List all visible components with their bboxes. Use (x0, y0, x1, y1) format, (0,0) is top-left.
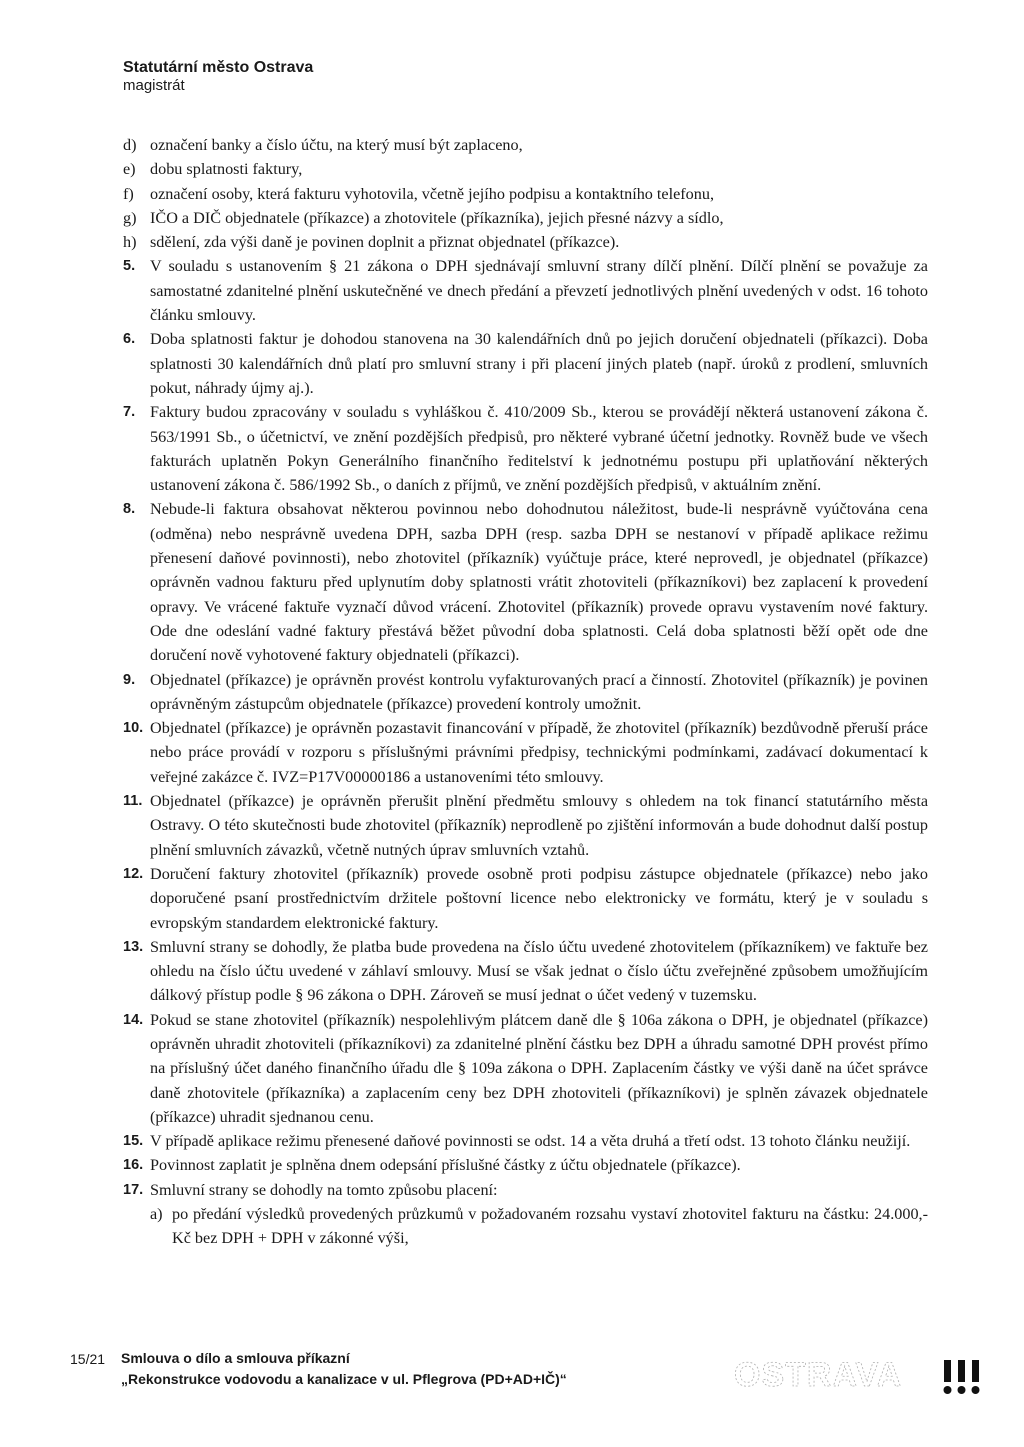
ostrava-logo (730, 1354, 992, 1400)
clause-text: Povinnost zaplatit je splněna dnem odepsání příslušné částky z účtu objednatele (příkazce). (150, 1156, 741, 1175)
sub-item-text: označení osoby, která fakturu vyhotovila, včetně jejího podpisu a kontaktního telefonu, (150, 184, 715, 203)
clause-14 (123, 1008, 928, 1129)
clause-text: Faktury budou zpracovány v souladu s vyhláškou č. 410/2009 Sb., kterou se provádějí některá ustanovení zákona č. 563/1991 Sb., o účetnictví, ve znění pozdějších předpisů, pro některé vybrané účetní jednotky. Rovněž bude ve všech fakturách uplatněn Pokyn Generálního finančního ředitelství k jednotnému postupu při uplatňování některých ustanovení zákona č. 586/1992 Sb., o daních z příjmů, ve znění pozdějších předpisů, v aktuálním znění. (150, 403, 928, 495)
sub-item-e (123, 157, 928, 181)
clause-number: 5. (123, 258, 136, 275)
clause-11 (123, 789, 928, 862)
clause-text: Objednatel (příkazce) je oprávněn provést kontrolu vyfakturovaných prací a činností. Zhotovitel (příkazník) je povinen oprávněným zástupcům objednatele (příkazce) provedení kontroly umožnit. (150, 670, 928, 713)
clause-text: Doručení faktury zhotovitel (příkazník) provede osobně proti podpisu zástupce objednatele (příkazce) nebo jako doporučené psaní prostřednictvím držitele poštovní licence nebo elektronicky ve formátu, který je v souladu s evropským standardem elektronické faktury. (150, 864, 928, 932)
clause-number: 8. (123, 501, 136, 518)
sub-item-g (123, 206, 928, 230)
clause-5 (123, 254, 928, 327)
sub-item-letter: a) (150, 1205, 163, 1224)
clause-text: Smluvní strany se dohodly na tomto způsobu placení: (150, 1180, 498, 1199)
clause-number: 7. (123, 404, 136, 421)
clause-10 (123, 716, 928, 789)
clause-number: 17. (123, 1181, 144, 1198)
clause-number: 13. (123, 938, 144, 955)
clause-13 (123, 935, 928, 1008)
clause-number: 11. (123, 793, 143, 810)
footer-title: Smlouva o dílo a smlouva příkazní (121, 1350, 350, 1366)
page-number: 15/21 (70, 1351, 106, 1367)
clause-text: Doba splatnosti faktur je dohodou stanovena na 30 kalendářních dnů po jejich doručení objednateli (příkazci). Doba splatnosti 30 kalendářních dnů platí pro smluvní strany i při placení jiných plateb (např. úroků z prodlení, smluvních pokut, náhrady újmy aj.). (150, 330, 928, 397)
footer-subtitle: „Rekonstrukce vodovodu a kanalizace v ul. Pflegrova (PD+AD+IČ)“ (121, 1371, 567, 1387)
clause-text: V případě aplikace režimu přenesené daňové povinnosti se odst. 14 a věta druhá a třetí odst. 13 tohoto článku neužijí. (150, 1132, 911, 1151)
sub-item-letter: h) (123, 233, 137, 252)
sub-item-text: po předání výsledků provedených průzkumů v požadovaném rozsahu vystaví zhotovitel fakturu na částku: 24.000,- Kč bez DPH + DPH v zákonné výši, (172, 1205, 928, 1248)
sub-item-text: dobu splatnosti faktury, (150, 160, 303, 179)
clause-number: 12. (123, 865, 144, 882)
clause-number: 10. (123, 720, 144, 737)
sub-item-d (123, 133, 928, 157)
clause-text: Pokud se stane zhotovitel (příkazník) nespolehlivým plátcem daně dle § 106a zákona o DPH, je objednatel (příkazce) oprávněn uhradit zhotoviteli (příkazníkovi) za zdanitelné plnění částku bez DPH a úhradu samotné DPH provést přímo na příslušný účet daného finančního úřadu dle § 109a zákona o DPH. Zaplacením částky ve výši daně na účet správce daně zhotovitele (příkazníka) a zaplacením ceny bez DPH zhotoviteli (příkazníkovi) je splněn závazek objednatele (příkazce) uhradit sjednanou cenu. (150, 1010, 928, 1126)
clause-15 (123, 1129, 928, 1153)
clause-7 (123, 400, 928, 497)
svg-text:OSTRAVA: OSTRAVA (734, 1356, 903, 1394)
clause-text: V souladu s ustanovením § 21 zákona o DPH sjednávají smluvní strany dílčí plnění. Dílčí plnění se považuje za samostatné zdanitelné plnění uskutečněné ve dnech předání a převzetí jednotlivých plnění uvedených v odst. 16 tohoto článku smlouvy. (150, 257, 928, 325)
sub-item-text: označení banky a číslo účtu, na který musí být zaplaceno, (150, 136, 523, 154)
clause-number: 6. (123, 331, 136, 348)
clause-number: 16. (123, 1157, 144, 1174)
clause-17-sub-a (123, 1202, 928, 1251)
sub-item-text: sdělení, zda výši daně je povinen doplnit a přiznat objednatel (příkazce). (150, 233, 620, 252)
clause-text: Objednatel (příkazce) je oprávněn pozastavit financování v případě, že zhotovitel (příkazník) bezdůvodně přeruší práce nebo práce provádí v rozporu s příslušnými právními předpisy, technickými podmínkami, zadávací dokumentací k veřejné zakázce č. IVZ=P17V00000186 a ustanoveními této smlouvy. (150, 719, 928, 786)
sub-item-f (123, 182, 928, 206)
clause-number: 14. (123, 1011, 144, 1028)
clause-6 (123, 327, 928, 400)
sub-item-h (123, 230, 928, 254)
sub-item-letter: f) (123, 184, 134, 203)
clause-number: 9. (123, 671, 136, 688)
document-body (123, 133, 928, 1251)
organization-name: Statutární město Ostrava (123, 59, 314, 76)
clause-number: 15. (123, 1133, 144, 1150)
sub-item-letter: d) (123, 136, 137, 154)
page-footer (0, 1350, 1024, 1410)
sub-item-text: IČO a DIČ objednatele (příkazce) a zhotovitele (příkazníka), jejich přesné názvy a sídlo, (150, 208, 724, 227)
clause-16 (123, 1153, 928, 1177)
clause-17 (123, 1178, 928, 1202)
clause-9 (123, 668, 928, 717)
page-header (123, 58, 313, 95)
clause-text: Nebude-li faktura obsahovat některou povinnou nebo dohodnutou náležitost, bude-li nesprávně vyúčtována cena (odměna) nebo nesprávně uvedena DPH, sazba DPH (resp. sazba DPH se nestanoví v případě aplikace režimu přenesení daňové povinnosti), nebo zhotovitel (příkazník) vyúčtuje práce, které neprovedl, je objednatel (příkazce) oprávněn vadnou fakturu před uplynutím doby splatnosti vrátit zhotoviteli (příkazníkovi) bez zaplacení k provedení opravy. Ve vrácené faktuře vyznačí důvod vrácení. Zhotovitel (příkazník) provede opravu vystavením nové faktury. Ode dne odeslání vadné faktury přestává běžet původní doba splatnosti. Celá doba splatnosti běží opět ode dne doručení nově vyhotovené faktury objednateli (příkazci). (150, 500, 928, 665)
clause-text: Smluvní strany se dohodly, že platba bude provedena na číslo účtu uvedené zhotovitelem (příkazníkem) ve faktuře bez ohledu na číslo účtu uvedené v záhlaví smlouvy. Musí se však jednat o číslo účtu zveřejněné způsobem umožňujícím dálkový přístup podle § 96 zákona o DPH. Zároveň se musí jednat o účet vedený v tuzemsku. (150, 937, 928, 1005)
sub-item-letter: g) (123, 208, 137, 227)
organization-subtitle: magistrát (123, 77, 185, 94)
clause-8 (123, 497, 928, 667)
clause-text: Objednatel (příkazce) je oprávněn přerušit plnění předmětu smlouvy s ohledem na tok financí statutárního města Ostravy. O této skutečnosti bude zhotovitel (příkazník) neprodleně po zjištění informován a bude dohodnut další postup plnění smluvních závazků, včetně nutných úprav smluvních vztahů. (150, 792, 928, 859)
sub-item-letter: e) (123, 160, 136, 179)
clause-12 (123, 862, 928, 935)
